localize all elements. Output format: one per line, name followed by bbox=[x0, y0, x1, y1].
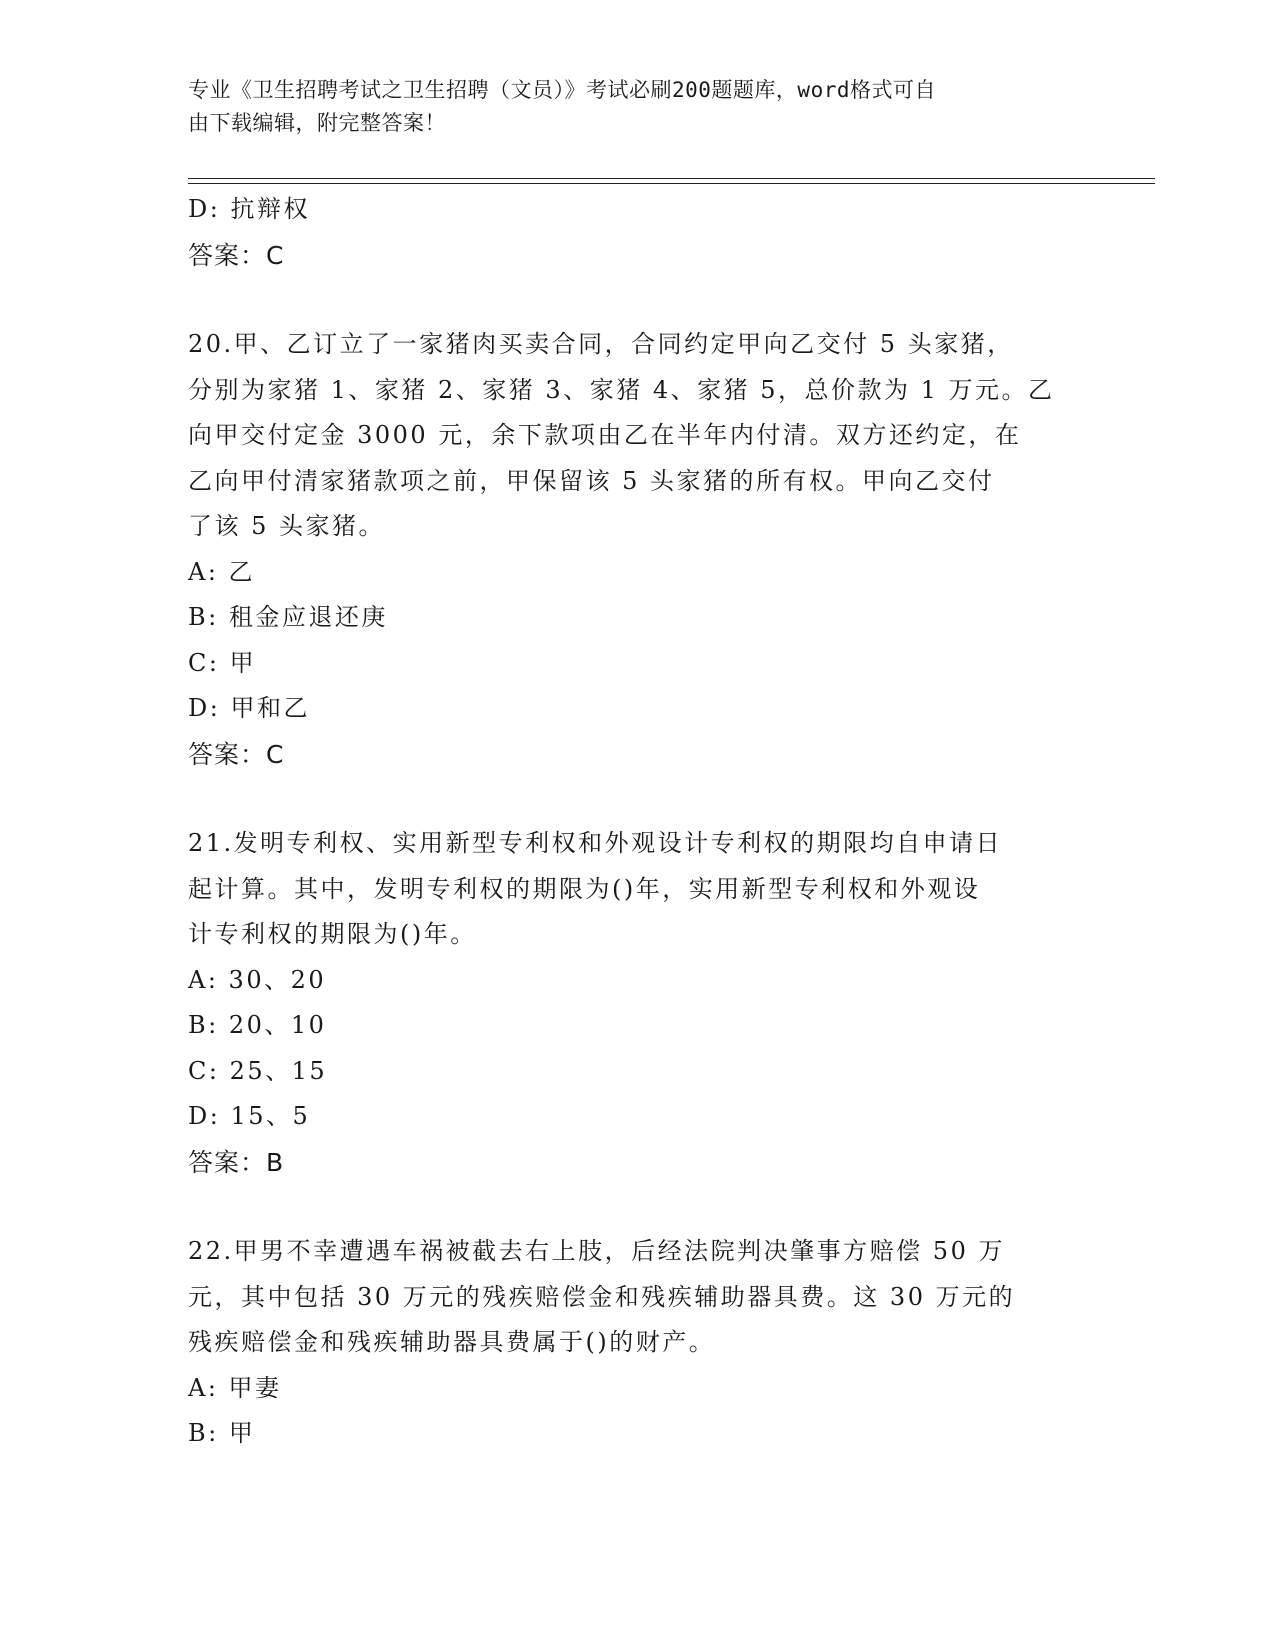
option-c: C: 25、15 bbox=[188, 1056, 328, 1085]
answer: 答案：C bbox=[188, 240, 285, 270]
option-a: A: 甲妻 bbox=[188, 1373, 282, 1402]
answer: 答案：C bbox=[188, 739, 285, 769]
question-text-line: 20.甲、乙订立了一家猪肉买卖合同，合同约定甲向乙交付 5 头家猪， bbox=[188, 330, 1014, 358]
question-22 bbox=[188, 1229, 1088, 1457]
option-d: D: 抗辩权 bbox=[188, 195, 310, 223]
question-text-line: 残疾赔偿金和残疾辅助器具费属于()的财产。 bbox=[188, 1328, 716, 1356]
question-text-line: 了该 5 头家猪。 bbox=[188, 512, 386, 540]
option-b: B: 租金应退还庚 bbox=[188, 603, 388, 631]
question-text-line: 元，其中包括 30 万元的残疾赔偿金和残疾辅助器具费。这 30 万元的 bbox=[188, 1282, 1016, 1311]
header-divider-bottom bbox=[188, 183, 1155, 184]
question-text-line: 分别为家猪 1、家猪 2、家猪 3、家猪 4、家猪 5，总价款为 1 万元。乙 bbox=[188, 375, 1055, 404]
question-text-line: 计专利权的期限为()年。 bbox=[188, 920, 477, 948]
question-21 bbox=[188, 821, 1088, 1185]
header-divider-top bbox=[188, 178, 1155, 179]
question-text-line: 向甲交付定金 3000 元，余下款项由乙在半年内付清。双方还约定，在 bbox=[188, 421, 1022, 449]
option-a: A: 30、20 bbox=[188, 965, 327, 994]
option-a: A: 乙 bbox=[188, 557, 256, 586]
header-line-1: 专业《卫生招聘考试之卫生招聘（文员）》考试必刷200题题库，word格式可自 bbox=[188, 78, 936, 102]
question-text-line: 乙向甲付清家猪款项之前，甲保留该 5 头家猪的所有权。甲向乙交付 bbox=[188, 466, 995, 495]
option-d: D: 15、5 bbox=[188, 1102, 311, 1130]
question-text-line: 起计算。其中，发明专利权的期限为()年，实用新型专利权和外观设 bbox=[188, 874, 981, 903]
document-body bbox=[188, 187, 1088, 1457]
page-header bbox=[188, 74, 1078, 140]
option-b: B: 甲 bbox=[188, 1419, 256, 1447]
header-line-2: 由下载编辑，附完整答案！ bbox=[188, 111, 446, 135]
answer: 答案：B bbox=[188, 1147, 285, 1177]
question-20 bbox=[188, 322, 1088, 777]
option-d: D: 甲和乙 bbox=[188, 694, 310, 722]
question-text-line: 22.甲男不幸遭遇车祸被截去右上肢，后经法院判决肇事方赔偿 50 万 bbox=[188, 1237, 1005, 1265]
question-text-line: 21.发明专利权、实用新型专利权和外观设计专利权的期限均自申请日 bbox=[188, 829, 1003, 857]
option-b: B: 20、10 bbox=[188, 1011, 327, 1039]
option-c: C: 甲 bbox=[188, 648, 257, 677]
